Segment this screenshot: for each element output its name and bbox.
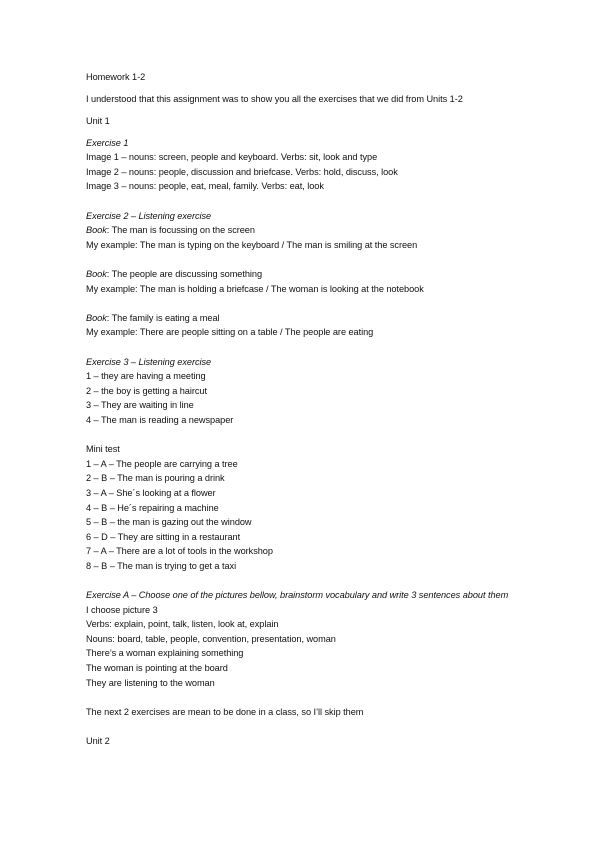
book-sentence: : The family is eating a meal bbox=[106, 312, 220, 323]
document-page bbox=[86, 70, 586, 749]
exercise-1-line: Image 3 – nouns: people, eat, meal, family. Verbs: eat, look bbox=[86, 181, 324, 192]
mini-test-line: 6 – D – They are sitting in a restaurant bbox=[86, 531, 241, 542]
exercise-a-heading: Exercise A – Choose one of the pictures bellow, brainstorm vocabulary and write 3 sentences about them bbox=[86, 590, 509, 601]
exercise-2-example-line: My example: The man is typing on the keyboard / The man is smiling at the screen bbox=[86, 239, 418, 250]
exercise-a-line: Verbs: explain, point, talk, listen, look at, explain bbox=[86, 619, 279, 630]
mini-test-line: 2 – B – The man is pouring a drink bbox=[86, 473, 225, 484]
mini-test-line: 7 – A – There are a lot of tools in the workshop bbox=[86, 546, 273, 557]
unit-2-heading: Unit 2 bbox=[86, 736, 110, 747]
exercise-2-example-line: My example: There are people sitting on a table / The people are eating bbox=[86, 327, 374, 338]
intro-paragraph: I understood that this assignment was to show you all the exercises that we did from Units 1-2 bbox=[86, 93, 463, 104]
exercise-a-line: Nouns: board, table, people, convention, presentation, woman bbox=[86, 633, 336, 644]
book-sentence: : The man is focussing on the screen bbox=[106, 225, 255, 236]
book-label: Book bbox=[86, 269, 107, 280]
exercise-a-line: The woman is pointing at the board bbox=[86, 663, 228, 674]
mini-test-line: 3 – A – She´s looking at a flower bbox=[86, 487, 216, 498]
exercise-a-line: I choose picture 3 bbox=[86, 604, 158, 615]
book-label: Book bbox=[86, 225, 107, 236]
mini-test-heading: Mini test bbox=[86, 444, 120, 455]
exercise-3-line: 3 – They are waiting in line bbox=[86, 400, 194, 411]
mini-test-line: 1 – A – The people are carrying a tree bbox=[86, 458, 238, 469]
exercise-2-book-line bbox=[86, 311, 586, 326]
exercise-2-heading: Exercise 2 – Listening exercise bbox=[86, 210, 212, 221]
mini-test-line: 8 – B – The man is trying to get a taxi bbox=[86, 560, 237, 571]
book-label: Book bbox=[86, 312, 107, 323]
skip-note: The next 2 exercises are mean to be done in a class, so I’ll skip them bbox=[86, 706, 364, 717]
exercise-2-book-line bbox=[86, 267, 586, 282]
exercise-a-line: There’s a woman explaining something bbox=[86, 648, 244, 659]
exercise-2-example-line: My example: The man is holding a briefcase / The woman is looking at the notebook bbox=[86, 283, 424, 294]
exercise-3-line: 4 – The man is reading a newspaper bbox=[86, 414, 234, 425]
mini-test-line: 4 – B – He´s repairing a machine bbox=[86, 502, 219, 513]
exercise-1-heading: Exercise 1 bbox=[86, 137, 129, 148]
mini-test-line: 5 – B – the man is gazing out the window bbox=[86, 517, 252, 528]
exercise-a-line: They are listening to the woman bbox=[86, 677, 215, 688]
exercise-2-book-line bbox=[86, 223, 586, 238]
exercise-1-line: Image 1 – nouns: screen, people and keyboard. Verbs: sit, look and type bbox=[86, 152, 378, 163]
exercise-3-line: 2 – the boy is getting a haircut bbox=[86, 385, 207, 396]
book-sentence: : The people are discussing something bbox=[106, 269, 263, 280]
unit-1-heading: Unit 1 bbox=[86, 115, 110, 126]
exercise-1-line: Image 2 – nouns: people, discussion and briefcase. Verbs: hold, discuss, look bbox=[86, 166, 398, 177]
exercise-3-line: 1 – they are having a meeting bbox=[86, 371, 206, 382]
exercise-3-heading: Exercise 3 – Listening exercise bbox=[86, 356, 212, 367]
document-title: Homework 1-2 bbox=[86, 72, 146, 82]
